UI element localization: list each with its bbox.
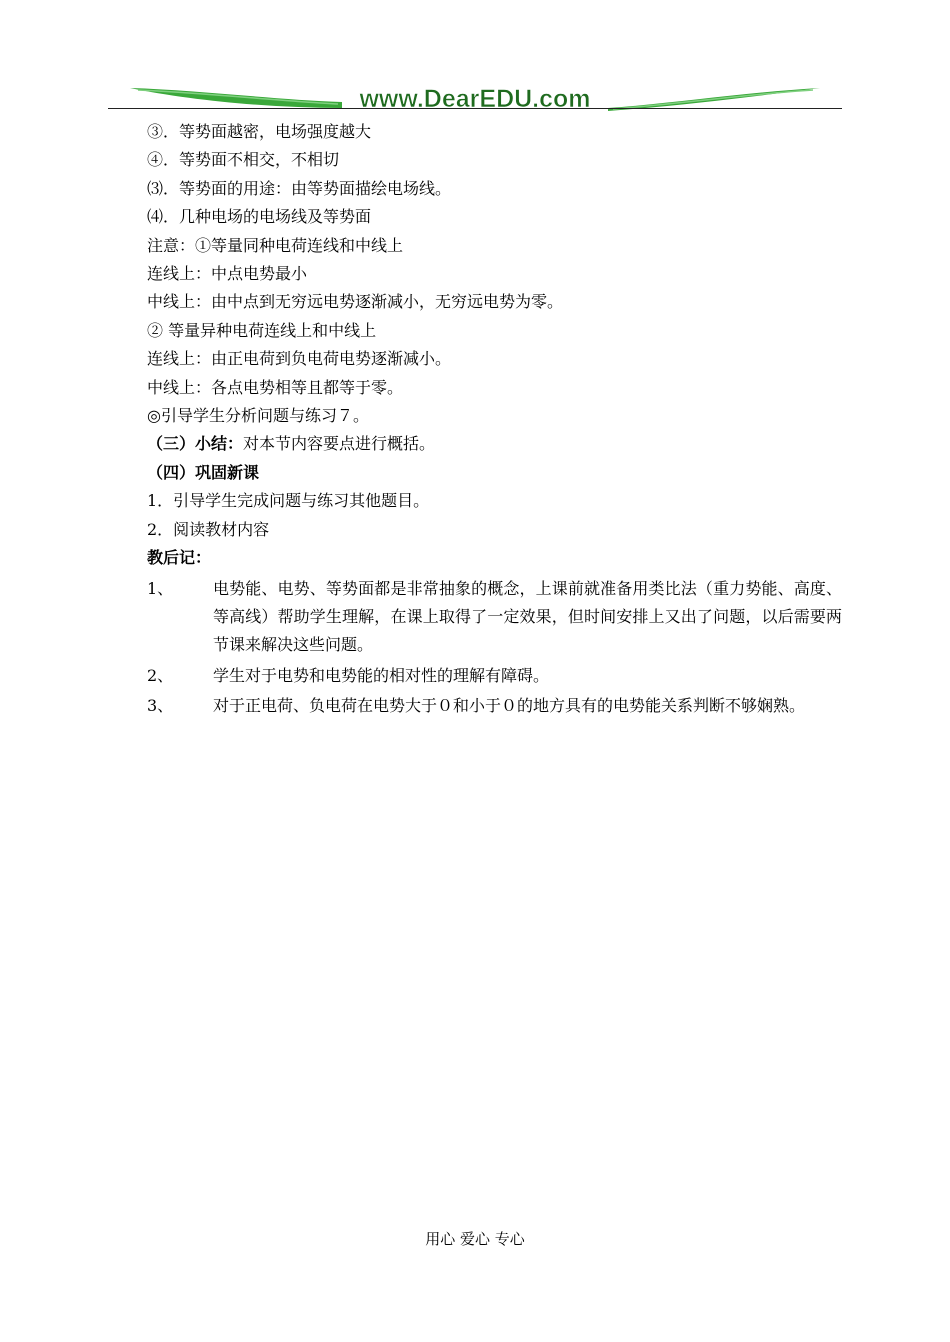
header-divider [108, 108, 842, 109]
site-logo-banner [108, 78, 842, 112]
reflection-item-text: 学生对于电势和电势能的相对性的理解有障碍。 [213, 665, 550, 685]
logo-swoosh-graphic [108, 78, 842, 112]
reflection-item [147, 575, 842, 660]
reflection-heading: 教后记： [147, 548, 212, 568]
summary-line [147, 430, 842, 458]
text-line: ◎引导学生分析问题与练习７。 [147, 406, 369, 426]
text-line: 中线上：由中点到无穷远电势逐渐减小，无穷远电势为零。 [147, 292, 564, 312]
text-line: 连线上：中点电势最小 [147, 264, 308, 284]
reflection-item-text: 对于正电荷、负电荷在电势大于０和小于０的地方具有的电势能关系判断不够娴熟。 [213, 696, 806, 716]
text-line: 中线上：各点电势相等且都等于零。 [147, 377, 404, 397]
text-line: 连线上：由正电荷到负电荷电势逐渐减小。 [147, 349, 452, 369]
document-body [147, 118, 842, 721]
reflection-item [147, 662, 842, 690]
consolidate-item: 1．引导学生完成问题与练习其他题目。 [147, 491, 430, 511]
reflection-item-number: 2、 [147, 665, 174, 685]
consolidate-item: 2．阅读教材内容 [147, 519, 270, 539]
text-line: ③．等势面越密，电场强度越大 [147, 122, 372, 141]
summary-text: 对本节内容要点进行概括。 [243, 434, 436, 454]
text-line: ⑶．等势面的用途：由等势面描绘电场线。 [147, 178, 452, 198]
text-line: 注意：①等量同种电荷连线和中线上 [147, 235, 404, 255]
text-line: ⑷．几种电场的电场线及等势面 [147, 207, 372, 227]
reflection-item [147, 692, 842, 720]
reflection-item-text: 电势能、电势、等势面都是非常抽象的概念，上课前就准备用类比法（重力势能、高度、等高线）帮助学生理解，在课上取得了一定效果，但时间安排上又出了问题，以后需要两节课来解决这些问题。 [213, 578, 842, 655]
text-line: ② 等量异种电荷连线上和中线上 [147, 320, 377, 340]
reflection-item-number: 3、 [147, 696, 174, 716]
reflection-item-number: 1、 [147, 578, 174, 598]
summary-label: （三）小结： [147, 434, 244, 454]
consolidate-heading: （四）巩固新课 [147, 462, 260, 482]
text-line: ④．等势面不相交，不相切 [147, 150, 340, 170]
logo-text: www.DearEDU.com [359, 85, 591, 112]
page-footer: 用心 爱心 专心 [425, 1230, 525, 1248]
